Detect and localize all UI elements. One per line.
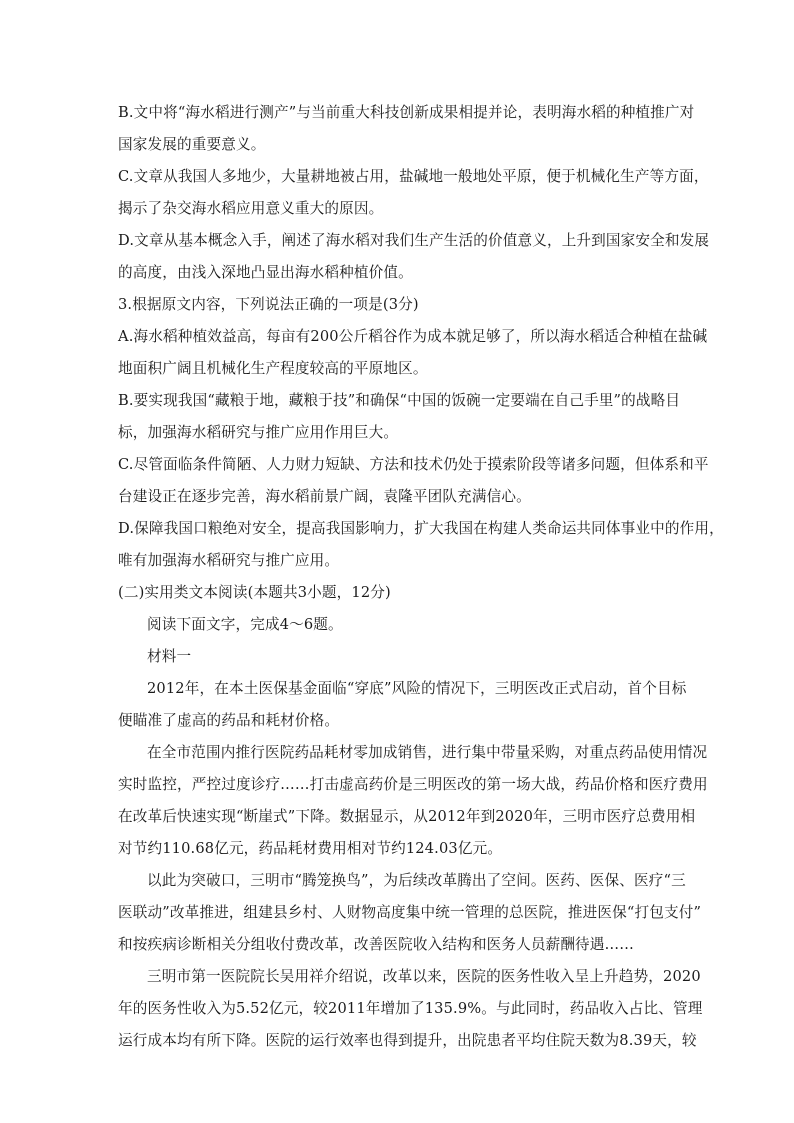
text-line: 标，加强海水稻研究与推广应用作用巨大。 — [118, 424, 399, 441]
document-body — [118, 97, 724, 1057]
text-line: B.要实现我国“藏粮于地，藏粮于技”和确保“中国的饭碗一定要端在自己手里”的战略目 — [118, 392, 681, 409]
text-line: 3.根据原文内容，下列说法正确的一项是(3分) — [118, 296, 419, 313]
text-line: 运行成本均有所下降。医院的运行效率也得到提升，出院患者平均住院天数为8.39天，较 — [118, 1032, 697, 1049]
text-line: 便瞄准了虚高的药品和耗材价格。 — [118, 712, 340, 729]
text-line: 年的医务性收入为5.52亿元，较2011年增加了135.9%。与此同时，药品收入占比、管理 — [118, 1000, 703, 1017]
text-line: 和按疾病诊断相关分组收付费改革，改善医院收入结构和医务人员薪酬待遇…… — [118, 936, 635, 953]
text-line: 在改革后快速实现“断崖式”下降。数据显示，从2012年到2020年，三明市医疗总费用相 — [118, 808, 696, 825]
text-line: 材料一 — [147, 648, 192, 665]
text-line: D.文章从基本概念入手，阐述了海水稻对我们生产生活的价值意义，上升到国家安全和发展 — [118, 232, 710, 249]
text-line: 地面积广阔且机械化生产程度较高的平原地区。 — [118, 360, 428, 377]
text-line: 揭示了杂交海水稻应用意义重大的原因。 — [118, 200, 384, 217]
text-line: 以此为突破口，三明市“腾笼换鸟”，为后续改革腾出了空间。医药、医保、医疗“三 — [147, 872, 686, 889]
text-line: 2012年，在本土医保基金面临“穿底”风险的情况下，三明医改正式启动，首个目标 — [147, 680, 687, 697]
text-line: C.尽管面临条件简陋、人力财力短缺、方法和技术仍处于摸索阶段等诸多问题，但体系和平 — [118, 456, 709, 473]
text-line: B.文中将“海水稻进行测产”与当前重大科技创新成果相提并论，表明海水稻的种植推广对 — [118, 104, 695, 121]
text-line: 台建设正在逐步完善，海水稻前景广阔，袁隆平团队充满信心。 — [118, 488, 531, 505]
text-line: 的高度，由浅入深地凸显出海水稻种植价值。 — [118, 264, 413, 281]
text-line: 在全市范围内推行医院药品耗材零加成销售，进行集中带量采购，对重点药品使用情况 — [147, 744, 708, 761]
text-line: C.文章从我国人多地少，大量耕地被占用，盐碱地一般地处平原，便于机械化生产等方面， — [118, 168, 709, 185]
text-line: 唯有加强海水稻研究与推广应用。 — [118, 552, 340, 569]
text-line: D.保障我国口粮绝对安全，提高我国影响力，扩大我国在构建人类命运共同体事业中的作用， — [118, 520, 724, 537]
text-line: (二)实用类文本阅读(本题共3小题，12分) — [118, 584, 391, 601]
text-line: 阅读下面文字，完成4～6题。 — [147, 616, 343, 633]
text-line: A.海水稻种植效益高，每亩有200公斤稻谷作为成本就足够了，所以海水稻适合种植在盐碱 — [118, 328, 708, 345]
text-line: 对节约110.68亿元，药品耗材费用相对节约124.03亿元。 — [118, 840, 503, 857]
text-line: 国家发展的重要意义。 — [118, 136, 266, 153]
text-line: 医联动”改革推进，组建县乡村、人财物高度集中统一管理的总医院，推进医保“打包支付” — [118, 904, 702, 921]
text-line: 实时监控，严控过度诊疗……打击虚高药价是三明医改的第一场大战，药品价格和医疗费用 — [118, 776, 708, 793]
text-line: 三明市第一医院院长吴用祥介绍说，改革以来，医院的医务性收入呈上升趋势，2020 — [147, 968, 701, 985]
